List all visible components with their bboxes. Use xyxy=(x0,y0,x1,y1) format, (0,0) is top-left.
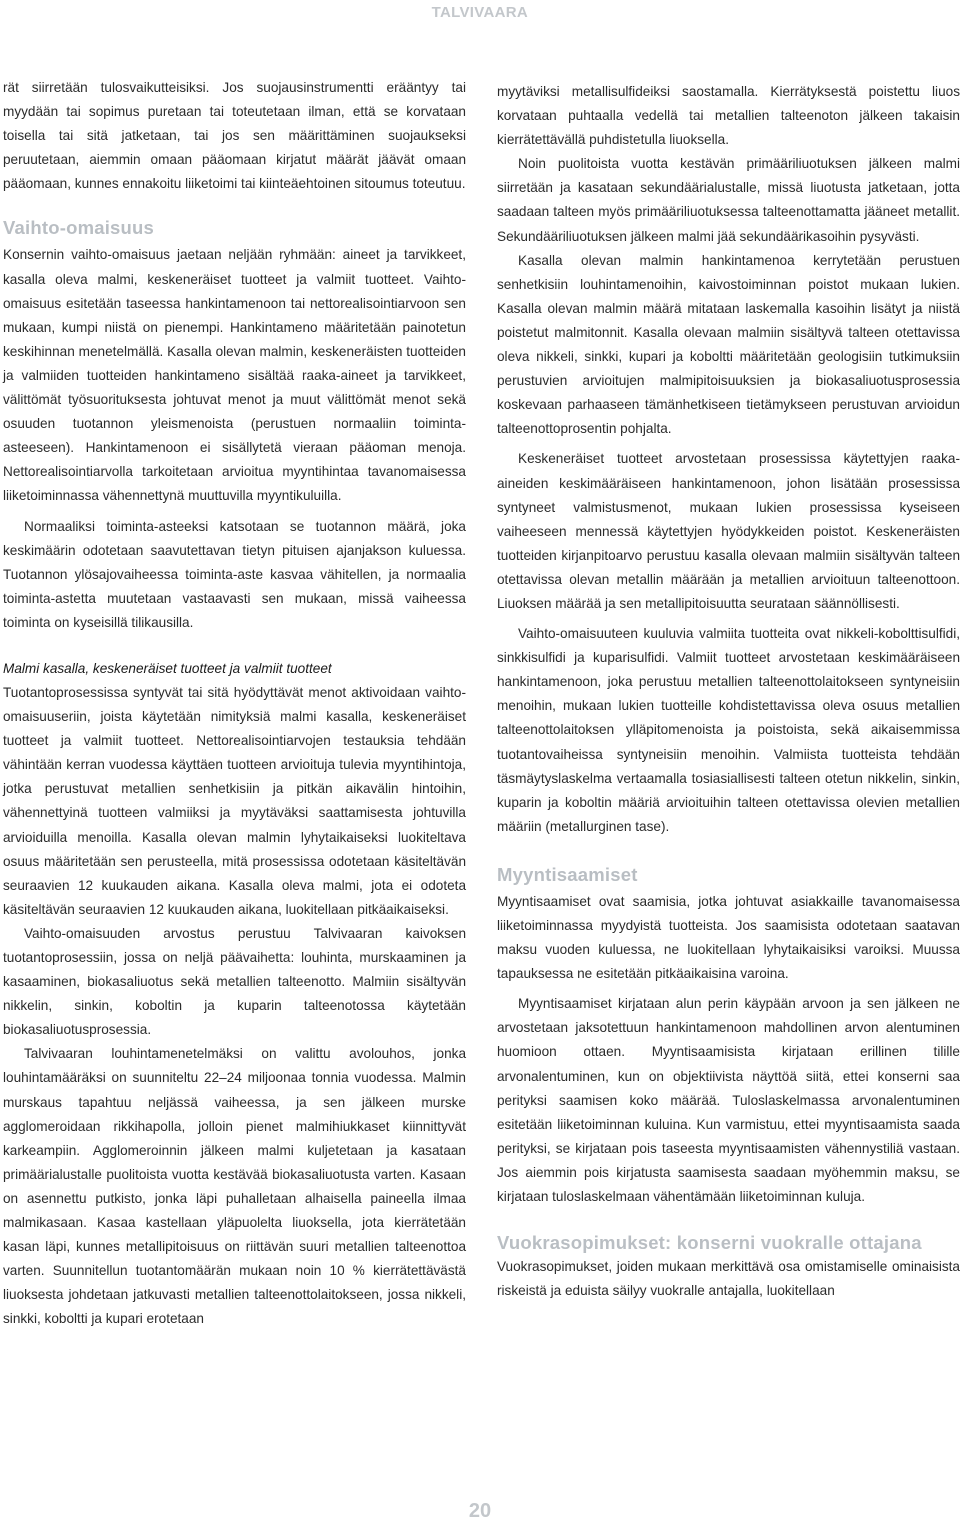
page-number: 20 xyxy=(468,1500,492,1522)
paragraph: Keskeneräiset tuotteet arvostetaan prosessissa käytettyjen raaka-aineiden keskimääräiseen hankintamenoon, johon lisätään prosessissa syntyneet valmistusmenot, mukaan lukien prosessissa kyseiseen vaiheeseen mennessä käytettyjen hyödykkeiden poistot. Keskeneräisten tuotteiden kirjanpitoarvo perustuu kasalla olevaan malmiin sisältyvän talteen otettavissa olevan metallin määrään ja metallien arvioituun talteenottoon. Liuoksen määrää ja sen metallipitoisuutta seurataan säännöllisesti. xyxy=(497,451,960,611)
paragraph: Myyntisaamiset ovat saamisia, jotka johtuvat asiakkaille tavanomaisessa liiketoiminnassa myydyistä tuotteista. Jos saamisista odotetaan saatavan maksu vuoden kuluessa, ne luokitellaan lyhytaikaisiksi varoiksi. Muussa tapauksessa ne esitetään pitkäaikaisina varoina. xyxy=(497,893,960,982)
intro-paragraph: rät siirretään tulosvaikutteisiksi. Jos suojausinstrumentti erääntyy tai myydään tai sopimus puretaan tai toteutetaan ilman, että se korvataan toisella tai sitä jatketaan, tai jos sen määrittäminen suojaukseksi peruutetaan, aiemmin omaan pääomaan kirjatut määrät jäävät omaan pääomaan, kunnes ennakoitu liiketoimi tai kiinteäehtoinen sitoumus toteutuu. xyxy=(3,80,466,192)
right-column xyxy=(497,80,960,1303)
left-column xyxy=(3,76,466,1332)
paragraph: Vaihto-omaisuuden arvostus perustuu Talvivaaran kaivoksen tuotantoprosessiin, jossa on neljä päävaihetta: louhinta, murskaaminen ja kasaaminen, biokasaliuotus sekä metallien talteenotto. Malmiin sisältyvän nikkelin, sinkin, koboltin ja kuparin talteenotossa käytetään biokasaliuotusprosessia. xyxy=(3,925,466,1038)
section-heading-receivables: Myyntisaamiset xyxy=(497,863,638,885)
paragraph: Normaaliksi toiminta-asteeksi katsotaan se tuotannon määrä, joka keskimäärin odotetaan saavutettavan tietyn pituisen ajanjakson kuluessa. Tuotannon ylösajovaiheessa toiminta-aste kasvaa vähitellen, ja normaalia toiminta-astetta muutetaan vastaavasti sen mukaan, missä vaiheessa toiminta on kyseisillä tilikausilla. xyxy=(3,518,466,630)
paragraph: Talvivaaran louhintamenetelmäksi on valittu avolouhos, jonka louhintamääräksi on suunniteltu 22–24 miljoonaa tonnia vuodessa. Malmin murskaus tapahtuu neljässä vaiheessa, ja sen jälkeen murske agglomeroidaan rikkihapolla, jolloin pienet malmihiukkaset kiinnittyvät karkeampiin. Agglomeroinnin jälkeen malmi kuljetetaan ja kasataan primäärialustalle puolitoista vuotta kestävää biokasaliuotusta varten. Kasaan on asennettu putkisto, jonka läpi puhalletaan alhaisella paineella ilmaa malmikasaan. Kasaa kastellaan yläpuolelta liuoksella, jota kierrätetään kasan läpi, kunnes metallipitoisuus on riittävän suuri metallien talteenottoa varten. Suunnitellun tuotantomäärän mukaan noin 10 % kierrätettävästä liuoksesta johdetaan jatkuvasti metallien talteenottolaitokseen, jossa nikkeli, sinkki, koboltti ja kupari erotetaan xyxy=(3,1046,466,1327)
paragraph: Vuokrasopimukset, joiden mukaan merkittävä osa omistamiselle ominaisista riskeistä ja eduista säilyy vuokralle antajalla, luokitellaan xyxy=(497,1259,960,1299)
brand-header: TALVIVAARA xyxy=(431,4,528,21)
paragraph: Noin puolitoista vuotta kestävän primääriliuotuksen jälkeen malmi siirretään ja kasataan sekundäärialustalle, missä liuotusta jatketaan, jotta saadaan talteen myös primääriliuotuksessa talteenottamatta jääneet metallit. Sekundääriliuotuksen jälkeen malmi jää sekundäärikasoihin pysyvästi. xyxy=(497,156,960,244)
section-heading-leases: Vuokrasopimukset: konserni vuokralle ottajana xyxy=(497,1232,922,1254)
paragraph: myytäviksi metallisulfideiksi saostamalla. Kierrätyksestä poistettu liuos korvataan puhtaalla vedellä tai metallien talteenoton jälkeen takaisin kierrätettävällä puhdistetulla liuoksella. xyxy=(497,84,960,148)
subheading-ore-wip-finished: Malmi kasalla, keskeneräiset tuotteet ja valmiit tuotteet xyxy=(3,660,332,676)
paragraph: Kasalla olevan malmin hankintamenoa kerrytetään perustuen senhetkisiin louhintamenoihin, kaivostoiminnan poistot mukaan lukien. Kasalla olevan malmin määrä mitataan laskemalla kasoihin lisätyt ja niistä poistetut malmitonnit. Kasalla olevaan malmiin sisältyvä talteen otettavissa oleva nikkeli, sinkki, kupari ja koboltti määritetään geologisiin tutkimuksiin perustuvien arvioitujen malmipitoisuuksien ja biokasaliuotusprosessia koskevaan parhaaseen tämänhetkiseen tietämykseen perustuvan arvioidun talteenottoprosentin pohjalta. xyxy=(497,252,960,437)
paragraph: Konsernin vaihto-omaisuus jaetaan neljään ryhmään: aineet ja tarvikkeet, kasalla oleva malmi, keskeneräiset tuotteet ja valmiit tuotteet. Vaihto-omaisuus esitetään taseessa hankintamenoon tai nettorealisointiarvoon sen mukaan, kumpi niistä on pienempi. Hankintameno määritetään painotetun keskihinnan menetelmällä. Kasalla olevan malmin, keskeneräisten tuotteiden ja valmiiden tuotteiden hankintameno sisältää raaka-aineet ja tarvikkeet, välittömät työsuorituksesta johtuvat menot ja muut välittömät menot sekä osuuden tuotannon yleismenoista (perustuen normaaliin toiminta-asteeseen). Hankintamenoon ei sisällytetä vieraan pääoman menoja. Nettorealisointiarvolla tarkoitetaan arvioitua myyntihintaa tavanomaisessa liiketoiminnassa vähennettynä muuttuvilla myyntikuluilla. xyxy=(3,247,466,504)
section-heading-inventory: Vaihto-omaisuus xyxy=(3,217,155,239)
paragraph: Vaihto-omaisuuteen kuuluvia valmiita tuotteita ovat nikkeli-kobolttisulfidi, sinkkisulfidi ja kuparisulfidi. Valmiit tuotteet arvostetaan keskimääräiseen hankintamenoon, joka perustuu metallien talteenottolaitokseen syntyneisiin menoihin, mukaan lukien tuotteille kohdistettavissa oleva osuus metallien talteenottolaitoksen ylläpitomenoista ja poistoista, sekä aikaisemmissa tuotantovaiheissa syntyneisiin menoihin. Valmiista tuotteista tehdään täsmäytyslaskelma vertaamalla tosiasiallisesti talteen otetun nikkelin, sinkin, kuparin ja koboltin määriä arvioituihin talteen otettavissa olevien metallien määriin (metallurginen tase). xyxy=(497,626,960,834)
paragraph: Tuotantoprosessissa syntyvät tai sitä hyödyttävät menot aktivoidaan vaihto-omaisuuseriin, joista käytetään nimityksiä malmi kasalla, keskeneräiset tuotteet ja valmiit tuotteet. Nettorealisointiarvojen testauksia tehdään vähintään kerran vuodessa käyttäen tuotteen arvioituja tulevia myyntihintoja, jotka perustuvat metallien senhetkisiin ja pitkän aikavälin hintoihin, vähennettyinä tuotteen valmiiksi ja myytäväksi saattamisesta johtuvilla arvioiduilla menoilla. Kasalla olevan malmin lyhytaikaiseksi luokiteltava osuus määritetään sen perusteella, mitä prosessissa odotetaan käsiteltävän seuraavien 12 kuukauden aikana. Kasalla oleva malmi, jota ei odoteta käsiteltävän seuraavien 12 kuukauden aikana, luokitellaan pitkäaikaiseksi. xyxy=(3,684,466,917)
paragraph: Myyntisaamiset kirjataan alun perin käypään arvoon ja sen jälkeen ne arvostetaan jaksotettuun hankintamenoon mahdollinen arvon alentuminen huomioon ottaen. Myyntisaamisista kirjataan erillinen tilille arvonalentuminen, kun on objektiivista näyttöä siitä, ettei konserni saa perityksi saamisen koko määrää. Tuloslaskelmassa arvonalentuminen esitetään liiketoiminnan kuluina. Kun varmistuu, ettei myyntisaamista saada perityksi, se kirjataan pois taseesta myyntisaamisten vähennystiliä vastaan. Jos aiemmin pois kirjatusta saamisesta saadaan myöhemmin maksu, se kirjataan tuloslaskelmaan vähentämään liiketoiminnan kuluja. xyxy=(497,996,960,1205)
